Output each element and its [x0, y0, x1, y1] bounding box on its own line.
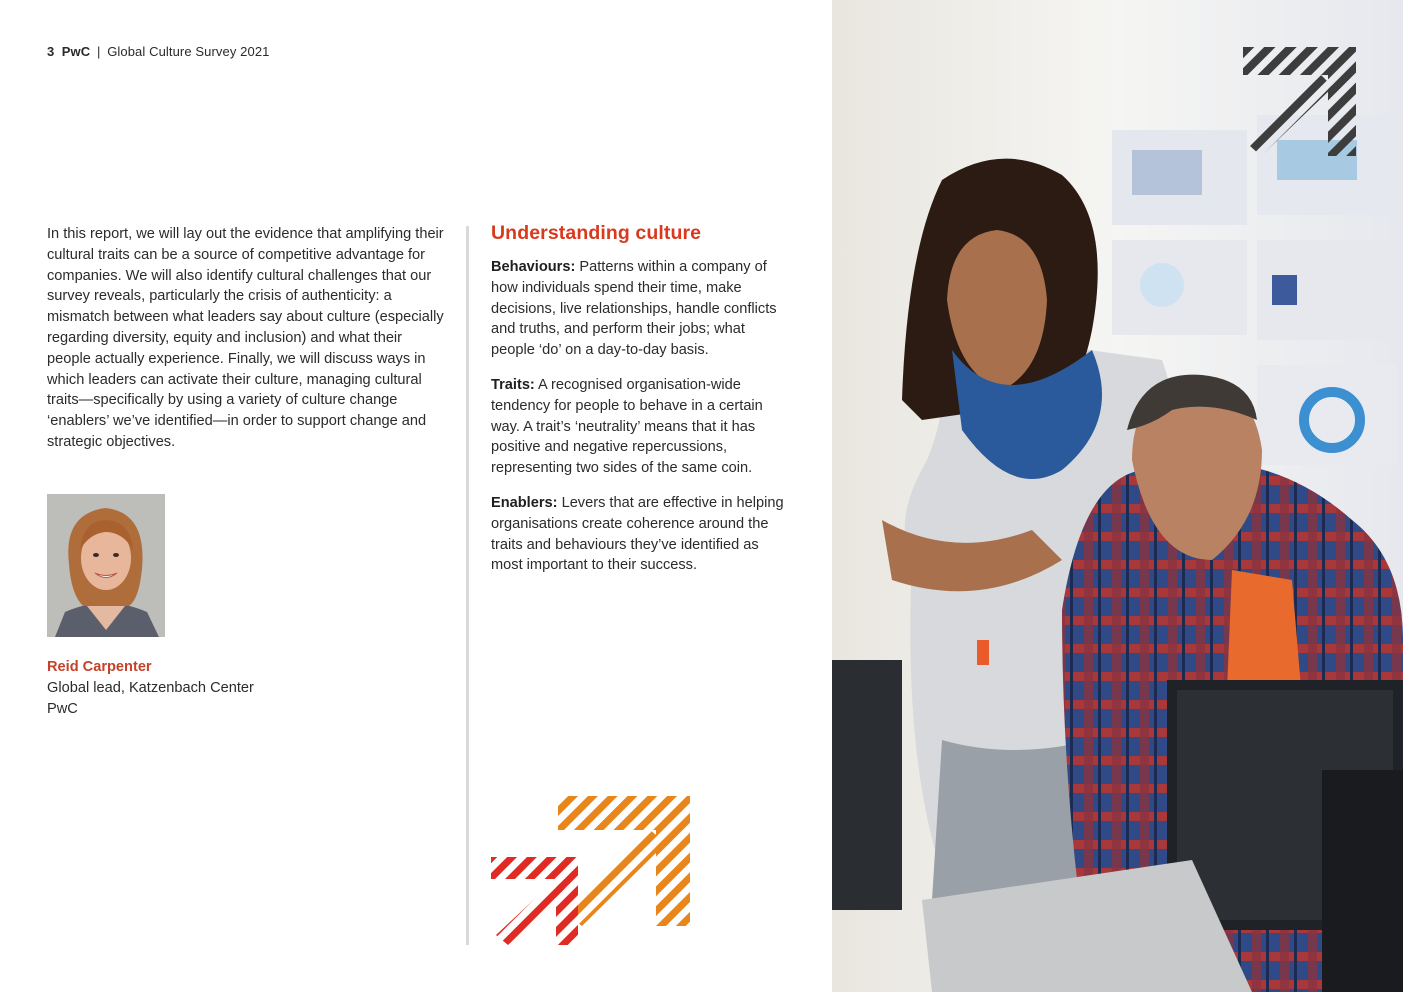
stripe-graphic-bottom	[490, 795, 692, 947]
page-number: 3	[47, 44, 55, 59]
definition-enablers	[491, 493, 791, 576]
author-block	[47, 657, 254, 719]
column-divider	[466, 226, 469, 945]
definition-text: Levers that are effective in helping organisations create coherence around the traits and behaviours they’ve identified as most important to their success.	[491, 494, 784, 574]
author-org: PwC	[47, 700, 78, 717]
stripe-graphic-top	[1243, 47, 1357, 157]
brand-name: PwC	[61, 44, 91, 59]
definition-term: Traits:	[491, 376, 535, 393]
stripe-arrow-icon-dark	[1243, 47, 1356, 156]
definition-term: Behaviours:	[491, 259, 576, 275]
culture-heading: Understanding culture	[491, 222, 702, 244]
definition-term: Enablers:	[491, 494, 558, 511]
definition-behaviours	[491, 257, 791, 361]
report-title: Global Culture Survey 2021	[107, 44, 270, 59]
intro-paragraph: In this report, we will lay out the evidence that amplifying their cultural traits can be a source of competitive advantage for companies. We will also identify cultural challenges that our survey reveals, particularly the crisis of authenticity: a mismatch between what leaders say about culture (especially regarding diversity, equity and inclusion) and what their people actually experience. Finally, we will discuss ways in which leaders can activate their culture, managing cultural traits—specifically by using a variety of culture change ‘enablers’ we’ve identified—in order to support change and strategic objectives.	[47, 226, 444, 450]
definition-text: A recognised organisation-wide tendency for people to behave in a certain way. A trait’s ‘neutrality’ means that it has positive and negative repercussions, representing two sides of the same coin.	[491, 376, 763, 477]
author-portrait	[47, 494, 165, 637]
stripe-arrow-icon-red	[491, 857, 578, 945]
understanding-culture-panel	[491, 222, 791, 590]
page-header	[47, 44, 270, 59]
author-name: Reid Carpenter	[47, 659, 152, 675]
definition-text: Patterns within a company of how individuals spend their time, make decisions, live relationships, handle conflicts and truths, and perform their jobs; what people ‘do’ on a day-to-day basis.	[491, 259, 777, 359]
header-separator: |	[96, 44, 101, 59]
author-role: Global lead, Katzenbach Center	[47, 679, 254, 696]
definition-traits	[491, 375, 791, 479]
